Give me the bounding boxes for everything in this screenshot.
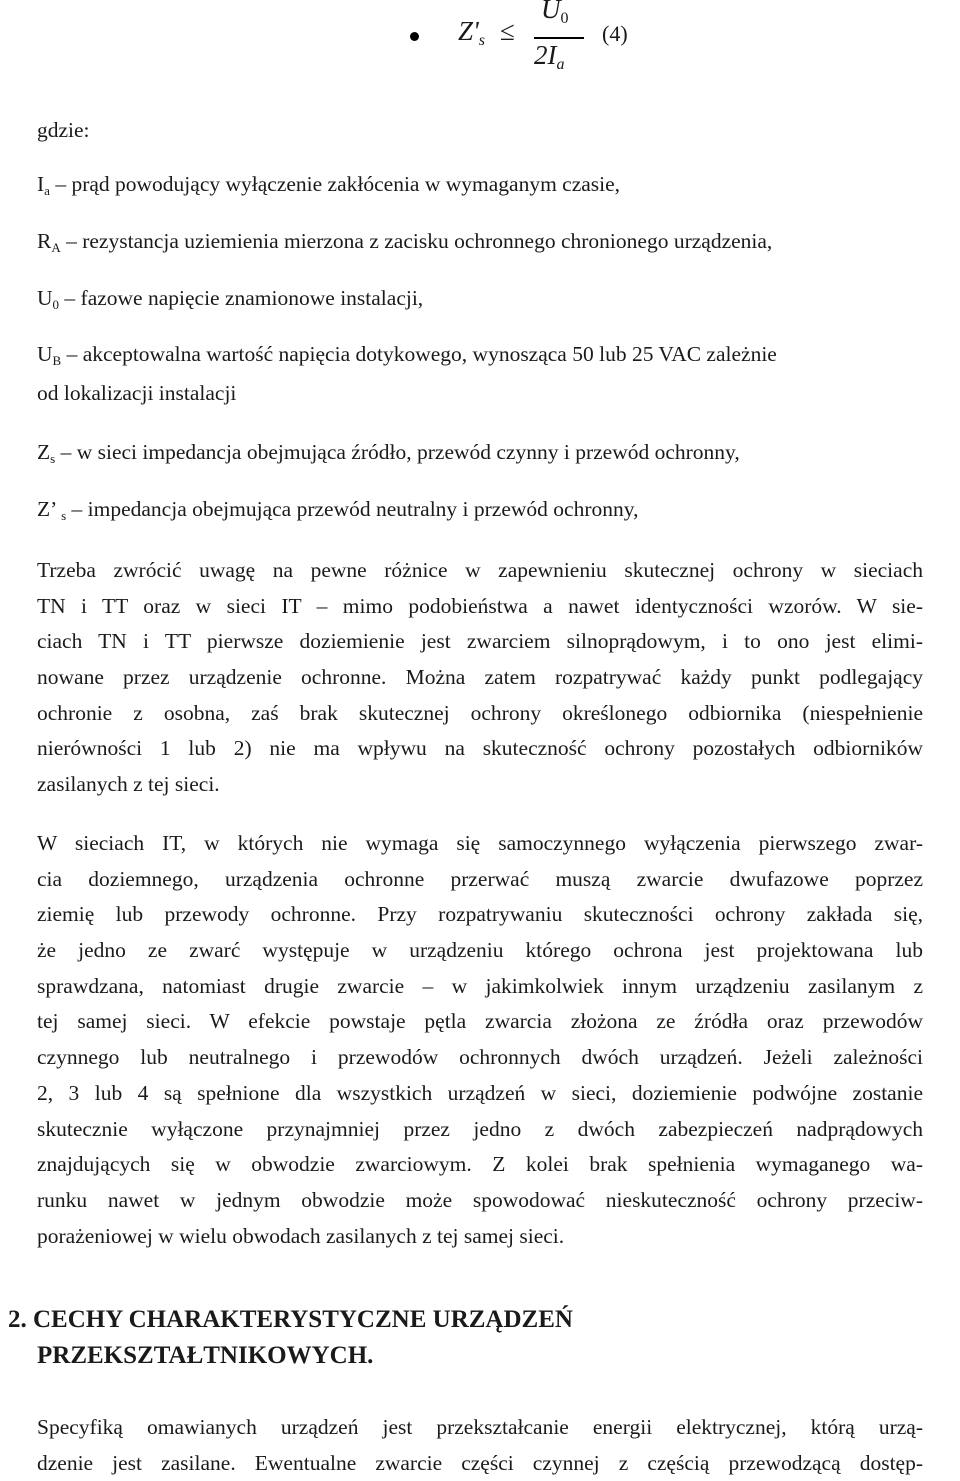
- formula-number: (4): [602, 21, 628, 46]
- formula-num: U: [541, 0, 561, 24]
- def-ub-cont: od lokalizacji instalacji: [37, 381, 237, 405]
- formula-op: ≤: [500, 16, 515, 46]
- bullet-icon: [410, 32, 419, 41]
- section-heading: [8, 1302, 573, 1374]
- paragraph-2: W sieciach IT, w których nie wymaga się samoczynnego wyłączenia pierwszego zwar- cia doziemnego, urządzenia ochronne przerwać muszą zwarcie dwufazowe poprzez ziemię lub przewody ochronne. Przy rozpatrywaniu skuteczności ochrony zakłada się, że jedno ze zwarć występuje w urządzeniu którego ochrona jest projektowana lub sprawdzana, natomiast drugie zwarcie – w jakimkolwiek innym urządzeniu zasilanym z tej samej sieci. W efekcie powstaje pętla zwarcia złożona ze źródła oraz przewodów czynnego lub neutralnego i przewodów ochronnych dwóch urządzeń. Jeżeli zależności 2, 3 lub 4 są spełnione dla wszystkich urządzeń w sieci, doziemienie podwójne zostanie skutecznie wyłączone przynajmniej przez jedno z dwóch zabezpieczeń nadprądowych znajdujących się w obwodzie zwarciowym. Z kolei brak spełnienia wymaganego wa- runku nawet w jednym obwodzie może spowodować nieskuteczność ochrony przeciw- porażeniowej w wielu obwodach zasilanych z tej samej sieci.: [37, 831, 923, 1248]
- formula-lhs-sub: s: [478, 32, 486, 49]
- section-heading-line-1: 2. CECHY CHARAKTERYSTYCZNE URZĄDZEŃ: [8, 1306, 573, 1333]
- def-zs-prime: Z’ $_s$ – impedancja obejmująca przewód neutralny i przewód ochronny,: [37, 497, 639, 523]
- def-ia: $I_a$ – prąd powodujący wyłączenie zakłócenia w wymaganym czasie,: [37, 172, 621, 198]
- formula-den: 2I: [534, 40, 557, 70]
- gdzie-label: gdzie:: [37, 118, 90, 142]
- formula-den-sub: a: [556, 56, 565, 73]
- paragraph-1: Trzeba zwrócić uwagę na pewne różnice w zapewnieniu skutecznej ochrony w sieciach TN i TT oraz w sieci IT – mimo podobieństwa a nawet identyczności wzorów. W sie- ciach TN i TT pierwsze doziemienie jest zwarciem silnoprądowym, i to ono jest elimi- nowane przez urządzenie ochronne. Można zatem rozpatrywać każdy punkt podlegający ochronie z osobna, zaś brak skutecznej ochrony określonego odbiornika (niespełnienie nierówności 1 lub 2) nie ma wpływu na skuteczność ochrony pozostałych odbiorników zasilanych z tej sieci.: [37, 558, 923, 797]
- section-heading-line-2: PRZEKSZTAŁTNIKOWYCH.: [37, 1342, 374, 1369]
- def-u0: $U_0$ – fazowe napięcie znamionowe instalacji,: [37, 286, 424, 312]
- formula-lhs: Z': [458, 16, 479, 46]
- def-zs: $Z_s$ – w sieci impedancja obejmująca źródło, przewód czynny i przewód ochronny,: [37, 440, 740, 466]
- def-ub: $U_B$ – akceptowalna wartość napięcia dotykowego, wynosząca 50 lub 25 VAC zależnie: [37, 342, 777, 368]
- fraction-bar: [534, 37, 584, 39]
- paragraph-3: Specyfiką omawianych urządzeń jest przekształcanie energii elektrycznej, którą urzą- dzenie jest zasilane. Ewentualne zwarcie części czynnej z częścią przewodzącą dostęp-: [37, 1415, 923, 1475]
- formula-num-sub: 0: [560, 10, 569, 27]
- def-ra: $R_A$ – rezystancja uziemienia mierzona z zacisku ochronnego chronionego urządzenia,: [37, 229, 773, 255]
